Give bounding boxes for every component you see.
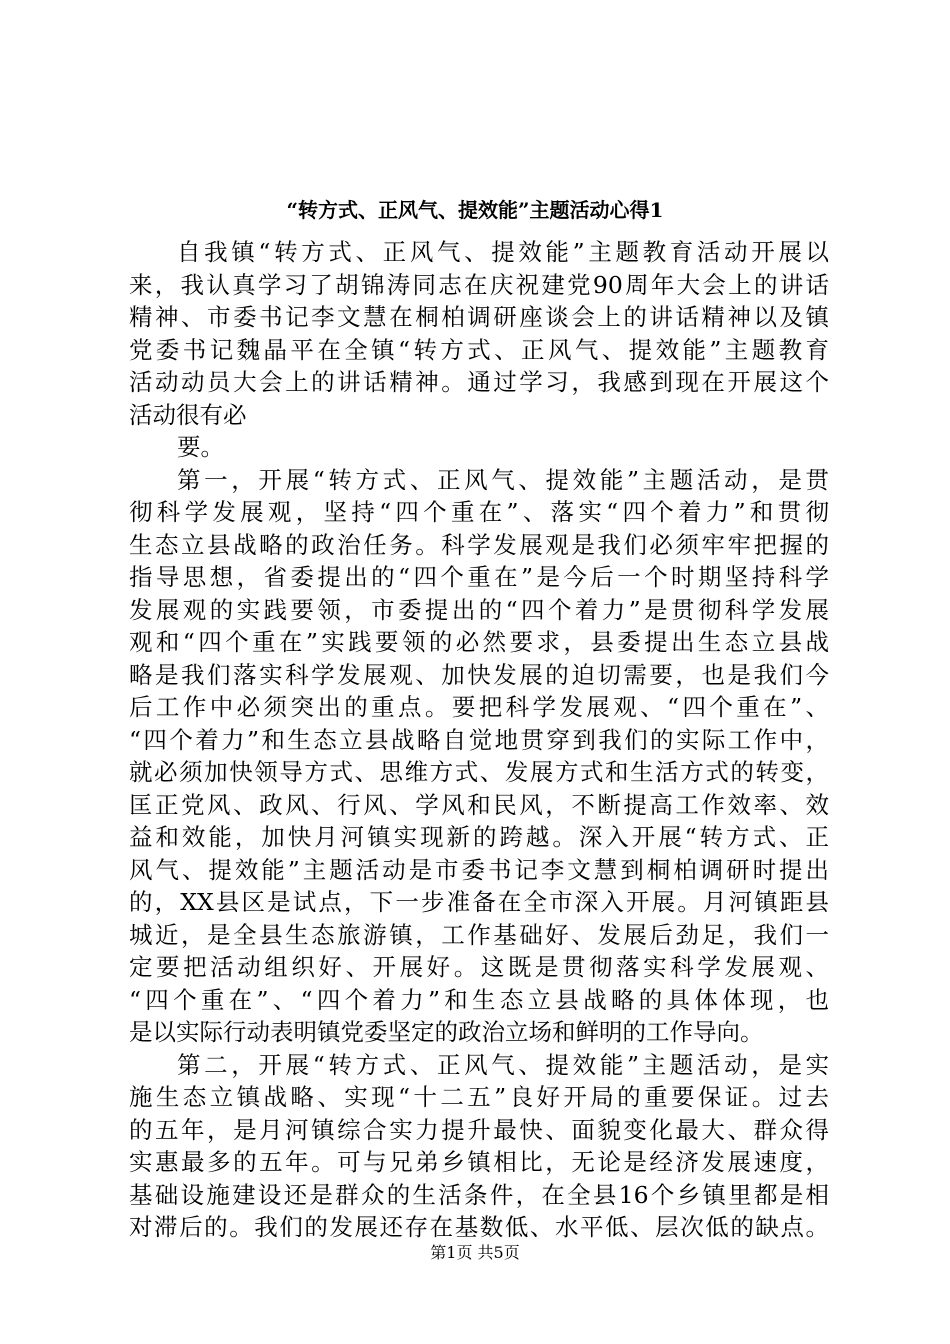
text-line: 略是我们落实科学发展观、加快发展的迫切需要，也是我们今 [129, 660, 829, 689]
text-line: 后工作中必须突出的重点。要把科学发展观、“四个重在”、 [129, 693, 829, 721]
text-line: 匡正党风、政风、行风、学风和民风，不断提高工作效率、效 [129, 790, 829, 819]
text-line: 来，我认真学习了胡锦涛同志在庆祝建党90周年大会上的讲话 [129, 270, 829, 299]
document-title: “转方式、正风气、提效能”主题活动心得1 [286, 198, 664, 222]
text-line: 施生态立镇战略、实现“十二五”良好开局的重要保证。过去 [129, 1083, 829, 1111]
document-body [129, 236, 829, 1244]
text-line: 是以实际行动表明镇党委坚定的政治立场和鲜明的工作导向。 [129, 1018, 764, 1046]
text-line: “四个重在”、“四个着力”和生态立县战略的具体体现，也 [129, 985, 829, 1014]
text-line: 就必须加快领导方式、思维方式、发展方式和生活方式的转变， [129, 758, 829, 786]
text-line: 党委书记魏晶平在全镇“转方式、正风气、提效能”主题教育 [129, 335, 829, 364]
page-number-footer: 第1页 共5页 [430, 1243, 520, 1262]
text-line: 基础设施建设还是群众的生活条件，在全县16个乡镇里都是相 [129, 1180, 829, 1209]
text-line: 生态立县战略的政治任务。科学发展观是我们必须牢牢把握的 [129, 530, 829, 559]
text-line: 的，XX县区是试点，下一步准备在全市深入开展。月河镇距县 [129, 888, 829, 916]
text-line: 自我镇“转方式、正风气、提效能”主题教育活动开展以 [177, 238, 829, 266]
text-line: 第二，开展“转方式、正风气、提效能”主题活动，是实 [177, 1050, 829, 1079]
text-line: 要。 [177, 433, 224, 461]
text-line: 精神、市委书记李文慧在桐柏调研座谈会上的讲话精神以及镇 [129, 303, 829, 331]
text-line: 实惠最多的五年。可与兄弟乡镇相比，无论是经济发展速度， [129, 1148, 829, 1176]
text-line: 风气、提效能”主题活动是市委书记李文慧到桐柏调研时提出 [129, 855, 829, 884]
text-line: 益和效能，加快月河镇实现新的跨越。深入开展“转方式、正 [129, 823, 829, 851]
text-line: 的五年，是月河镇综合实力提升最快、面貌变化最大、群众得 [129, 1115, 829, 1144]
text-line: 发展观的实践要领，市委提出的“四个着力”是贯彻科学发展 [129, 595, 829, 624]
text-line: 活动很有必 [129, 400, 247, 429]
text-line: 城近，是全县生态旅游镇，工作基础好、发展后劲足，我们一 [129, 920, 829, 949]
text-line: “四个着力”和生态立县战略自觉地贯穿到我们的实际工作中， [129, 725, 829, 754]
text-line: 活动动员大会上的讲话精神。通过学习，我感到现在开展这个 [129, 368, 829, 396]
text-line: 第一，开展“转方式、正风气、提效能”主题活动，是贯 [177, 465, 829, 494]
text-line: 指导思想，省委提出的“四个重在”是今后一个时期坚持科学 [129, 563, 829, 591]
text-line: 彻科学发展观，坚持“四个重在”、落实“四个着力”和贯彻 [129, 498, 829, 526]
text-line: 观和“四个重在”实践要领的必然要求，县委提出生态立县战 [129, 628, 829, 656]
text-line: 定要把活动组织好、开展好。这既是贯彻落实科学发展观、 [129, 953, 829, 981]
text-line: 对滞后的。我们的发展还存在基数低、水平低、层次低的缺点。 [129, 1213, 829, 1241]
